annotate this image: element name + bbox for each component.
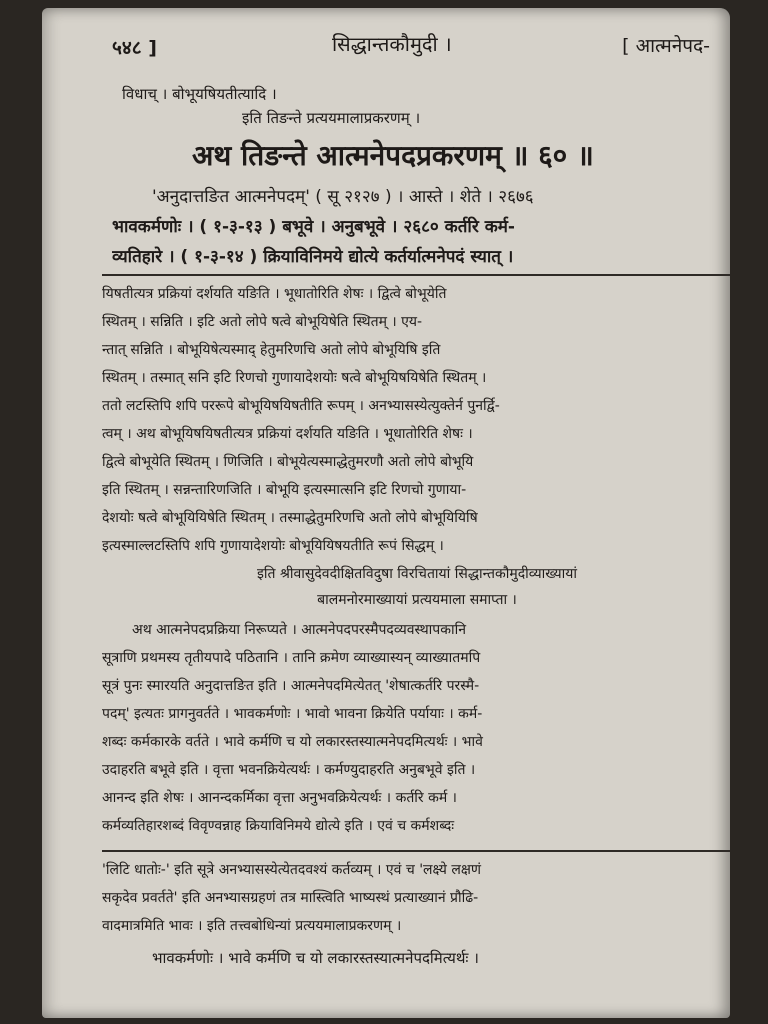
running-title: सिद्धान्तकौमुदी । [332,32,452,56]
commentary-line: शब्दः कर्मकारके वर्तते । भावे कर्मणि च यो लकारस्तस्यात्मनेपदमित्यर्थः । भावे [102,734,483,750]
footnote-line: सकृदेव प्रवर्तते' इति अनभ्यासग्रहणं तत्र मास्त्विति भाष्यस्थं प्रत्याख्यानं प्रौढि- [102,890,479,906]
commentary-line: देशयोः षत्वे बोभूयियिषेति स्थितम् । तस्माद्धेतुमरिणचि अतो लोपे बोभूयियिषि [102,510,478,526]
intro-line: इति तिङन्ते प्रत्ययमालाप्रकरणम् । [242,109,421,127]
commentary-line: इति स्थितम् । सन्नन्तारिणजिति । बोभूयि इत्यस्मात्सनि इटि रिणचो गुणाया- [102,482,467,498]
commentary-line: कर्मव्यतिहारशब्दं विवृण्वन्नाह क्रियाविनिमये द्योत्ये इति । एवं च कर्मशब्दः [102,818,455,834]
footnote-line: वादमात्रमिति भावः । इति तत्त्वबोधिन्यां प्रत्ययमालाप्रकरणम् । [102,918,402,934]
sutra-line: भावकर्मणोः । ( १-३-१३ ) बभूवे । अनुबभूवे । २६८० कर्तरि कर्म- [112,217,515,237]
commentary-line: इत्यस्माल्लटस्तिपि शपि गुणायादेशयोः बोभूयियिषयतीति रूपं सिद्धम् । [102,538,444,554]
commentary-line: यिषतीत्यत्र प्रक्रियां दर्शयति यङिति । भूधातोरिति शेषः । द्वित्वे बोभूयेति [102,286,447,302]
commentary-line: पदम्' इत्यतः प्रागनुवर्तते । भावकर्मणोः । भावो भावना क्रियेति पर्यायाः । कर्म- [102,706,483,722]
page-header [102,28,710,62]
colophon-line: इति श्रीवासुदेवदीक्षितविदुषा विरचितायां सिद्धान्तकौमुदीव्याख्यायां [257,566,577,582]
commentary-line: त्वम् । अथ बोभूयिषयिषतीत्यत्र प्रक्रियां दर्शयति यङिति । भूधातोरिति शेषः । [102,426,473,442]
colophon-line: बालमनोरमाख्यायां प्रत्ययमाला समाप्ता । [317,592,517,608]
commentary-line: सूत्राणि प्रथमस्य तृतीयपादे पठितानि । तानि क्रमेण व्याख्यास्यन् व्याख्यातमपि [102,650,481,666]
commentary-line: अथ आत्मनेपदप्रक्रिया निरूप्यते । आत्मनेपदपरस्मैपदव्यवस्थापकानि [132,622,467,638]
commentary-line: ततो लटस्तिपि शपि पररूपे बोभूयिषयिषतीति रूपम् । अनभ्यासस्येत्युक्तेर्न पुनर्द्वि- [102,398,500,414]
commentary-line: स्थितम् । तस्मात् सनि इटि रिणचो गुणायादेशयोः षत्वे बोभूयिषयिषेति स्थितम् । [102,370,487,386]
book-page [42,8,730,1018]
sutra-line: 'अनुदात्तङित आत्मनेपदम्' ( सू २१२७ ) । आस्ते । शेते । २६७६ [152,187,534,207]
commentary-line: उदाहरति बभूवे इति । वृत्ता भवनक्रियेत्यर्थः । कर्मण्युदाहरति अनुबभूवे इति । [102,762,476,778]
running-section: [ आत्मनेपद- [622,35,710,57]
footnote-line: भावकर्मणोः । भावे कर्मणि च यो लकारस्तस्यात्मनेपदमित्यर्थः । [152,949,479,967]
intro-line: विधाच् । बोभूयषियतीत्यादि । [122,85,277,103]
sutra-line: व्यतिहारे । ( १-३-१४ ) क्रियाविनिमये द्योत्ये कर्तर्यात्मनेपदं स्यात् । [112,247,514,267]
divider-rule [102,274,730,276]
footnote-divider [102,850,730,852]
commentary-line: द्वित्वे बोभूयेति स्थितम् । णिजिति । बोभूयेत्यस्माद्धेतुमरणौ अतो लोपे बोभूयि [102,454,474,470]
footnote-line: 'लिटि धातोः-' इति सूत्रे अनभ्यासस्येत्येतदवश्यं कर्तव्यम् । एवं च 'लक्ष्ये लक्षणं [102,862,481,878]
commentary-line: आनन्द इति शेषः । आनन्दकर्मिका वृत्ता अनुभवक्रियेत्यर्थः । कर्तरि कर्म । [102,790,457,806]
commentary-line: न्तात् सन्निति । बोभूयिषेत्यस्माद् हेतुमरिणचि अतो लोपे बोभूयिषि इति [102,342,441,358]
commentary-line: स्थितम् । सन्निति । इटि अतो लोपे षत्वे बोभूयिषेति स्थितम् । एय- [102,314,423,330]
commentary-line: सूत्रं पुनः स्मारयति अनुदात्तङित इति । आत्मनेपदमित्येतत् 'शेषात्कर्तरि परस्मै- [102,678,480,694]
chapter-heading: अथ तिङन्ते आत्मनेपदप्रकरणम् ॥ ६० ॥ [192,139,594,172]
page-number: ५४८ ] [112,37,157,59]
